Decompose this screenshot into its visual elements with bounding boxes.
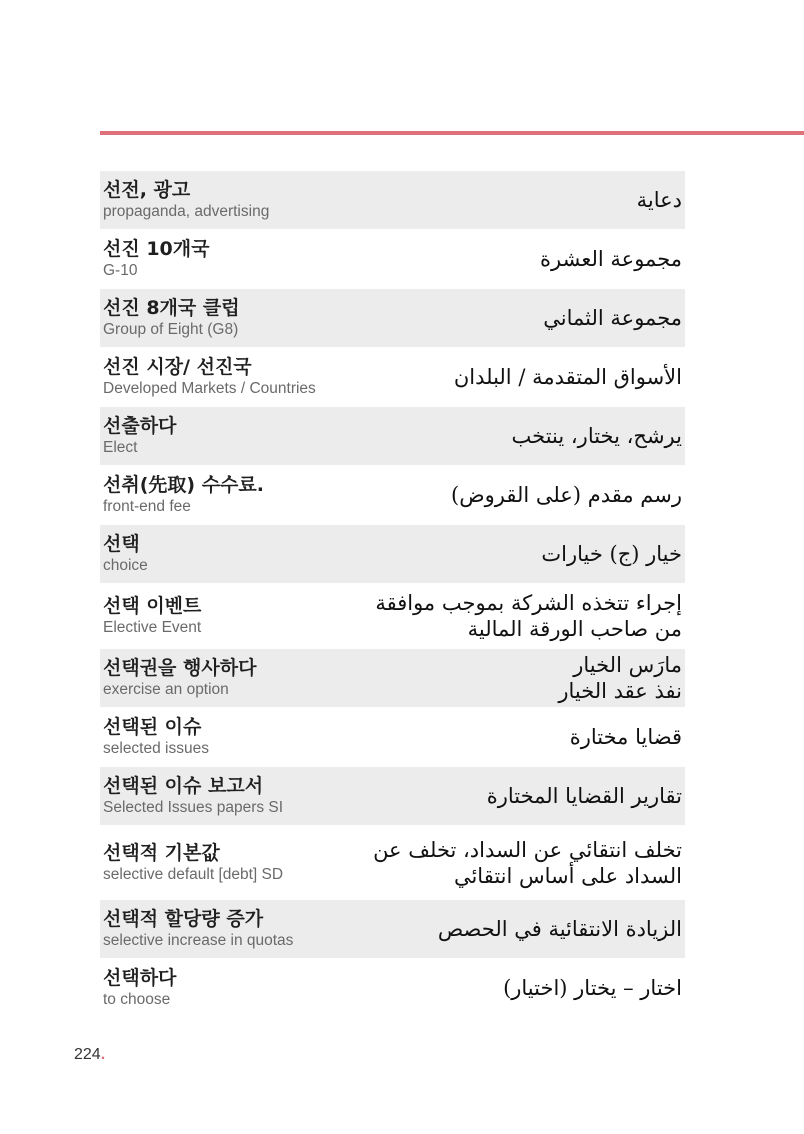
english-term: Elective Event (103, 619, 202, 636)
entry-terms (103, 656, 256, 700)
glossary-entry (100, 466, 685, 524)
arabic-line: الأسواق المتقدمة / البلدان (453, 365, 682, 389)
korean-term: 선진 8개국 클럽 (103, 297, 240, 319)
arabic-term (454, 364, 682, 390)
english-term: propaganda, advertising (103, 203, 270, 220)
english-term: front-end fee (103, 498, 191, 515)
arabic-line: مارَس الخيار (573, 653, 682, 677)
arabic-line: من صاحب الورقة المالية (467, 617, 682, 641)
arabic-line: الزيادة الانتقائية في الحصص (437, 917, 682, 941)
entry-terms (103, 237, 209, 281)
english-term: G-10 (103, 262, 138, 279)
arabic-term (558, 652, 682, 704)
glossary-entry (100, 900, 685, 958)
arabic-term (373, 837, 682, 889)
arabic-term (451, 482, 682, 508)
entry-terms (103, 473, 264, 517)
arabic-term (570, 724, 682, 750)
arabic-line: السداد على أساس انتقائي (453, 863, 682, 888)
page-number (74, 1046, 105, 1064)
page-number-dot: . (100, 1046, 106, 1063)
glossary-entry (100, 348, 685, 406)
english-term: Elect (103, 439, 138, 456)
arabic-line: مجموعة الثماني (543, 306, 682, 330)
page-number-value: 224 (74, 1046, 101, 1063)
glossary-entry (100, 959, 685, 1017)
arabic-line: إجراء تتخذه الشركة بموجب موافقة (375, 591, 682, 615)
arabic-line: خيار (ج) خيارات (541, 542, 682, 566)
korean-term: 선전, 광고 (103, 179, 191, 201)
arabic-line: تخلف انتقائي عن السداد، تخلف عن (373, 837, 682, 862)
arabic-term (512, 423, 682, 449)
glossary-entry (100, 649, 685, 707)
entry-terms (103, 414, 176, 458)
entry-terms (103, 774, 283, 818)
glossary-entry (100, 767, 685, 825)
top-accent-rule (100, 131, 804, 135)
korean-term: 선출하다 (103, 415, 177, 437)
korean-term: 선택된 이슈 보고서 (103, 775, 264, 797)
korean-term: 선택된 이슈 (103, 716, 202, 738)
korean-term: 선택 이벤트 (103, 595, 202, 617)
arabic-line: قضايا مختارة (569, 725, 682, 749)
entry-terms (103, 966, 176, 1010)
english-term: exercise an option (103, 681, 229, 698)
entry-terms (103, 594, 201, 638)
glossary-entry (100, 525, 685, 583)
glossary-entry (100, 708, 685, 766)
arabic-line: رسم مقدم (على القروض) (451, 483, 682, 507)
entry-terms (103, 178, 269, 222)
arabic-term (375, 590, 682, 642)
glossary-list (100, 171, 685, 1018)
glossary-entry (100, 230, 685, 288)
arabic-line: اختار – يختار (اختيار) (503, 976, 682, 1000)
arabic-term (438, 916, 682, 942)
glossary-entry (100, 407, 685, 465)
arabic-line: مجموعة العشرة (540, 247, 682, 271)
korean-term: 선택적 기본값 (103, 841, 220, 864)
english-term: Developed Markets / Countries (103, 380, 316, 397)
glossary-entry (100, 289, 685, 347)
entry-terms (103, 841, 283, 885)
english-term: Group of Eight (G8) (103, 321, 239, 338)
english-term: choice (103, 557, 148, 574)
korean-term: 선택적 할당량 증가 (103, 908, 264, 930)
arabic-line: يرشح، يختار، ينتخب (511, 424, 682, 448)
entry-terms (103, 532, 148, 576)
arabic-term (541, 541, 682, 567)
glossary-entry (100, 171, 685, 229)
korean-term: 선진 시장/ 선진국 (103, 356, 252, 378)
korean-term: 선택 (103, 533, 140, 555)
arabic-term (487, 783, 682, 809)
entry-terms (103, 907, 293, 951)
korean-term: 선택하다 (103, 967, 177, 989)
korean-term: 선택권을 행사하다 (103, 657, 257, 679)
entry-terms (103, 296, 240, 340)
english-term: selective increase in quotas (103, 932, 294, 949)
entry-terms (103, 355, 316, 399)
arabic-term (637, 187, 682, 213)
english-term: to choose (103, 991, 171, 1008)
arabic-line: دعاية (636, 188, 682, 212)
english-term: Selected Issues papers SI (103, 799, 284, 816)
glossary-entry (100, 584, 685, 648)
korean-term: 선취(先取) 수수료. (103, 474, 264, 496)
arabic-line: نفذ عقد الخيار (558, 679, 682, 703)
entry-terms (103, 715, 209, 759)
korean-term: 선진 10개국 (103, 238, 210, 260)
glossary-entry (100, 826, 685, 899)
arabic-term (543, 305, 682, 331)
english-term: selective default [debt] SD (103, 865, 284, 883)
english-term: selected issues (103, 740, 209, 757)
arabic-term (540, 246, 682, 272)
arabic-term (503, 975, 682, 1001)
arabic-line: تقارير القضايا المختارة (486, 784, 682, 808)
